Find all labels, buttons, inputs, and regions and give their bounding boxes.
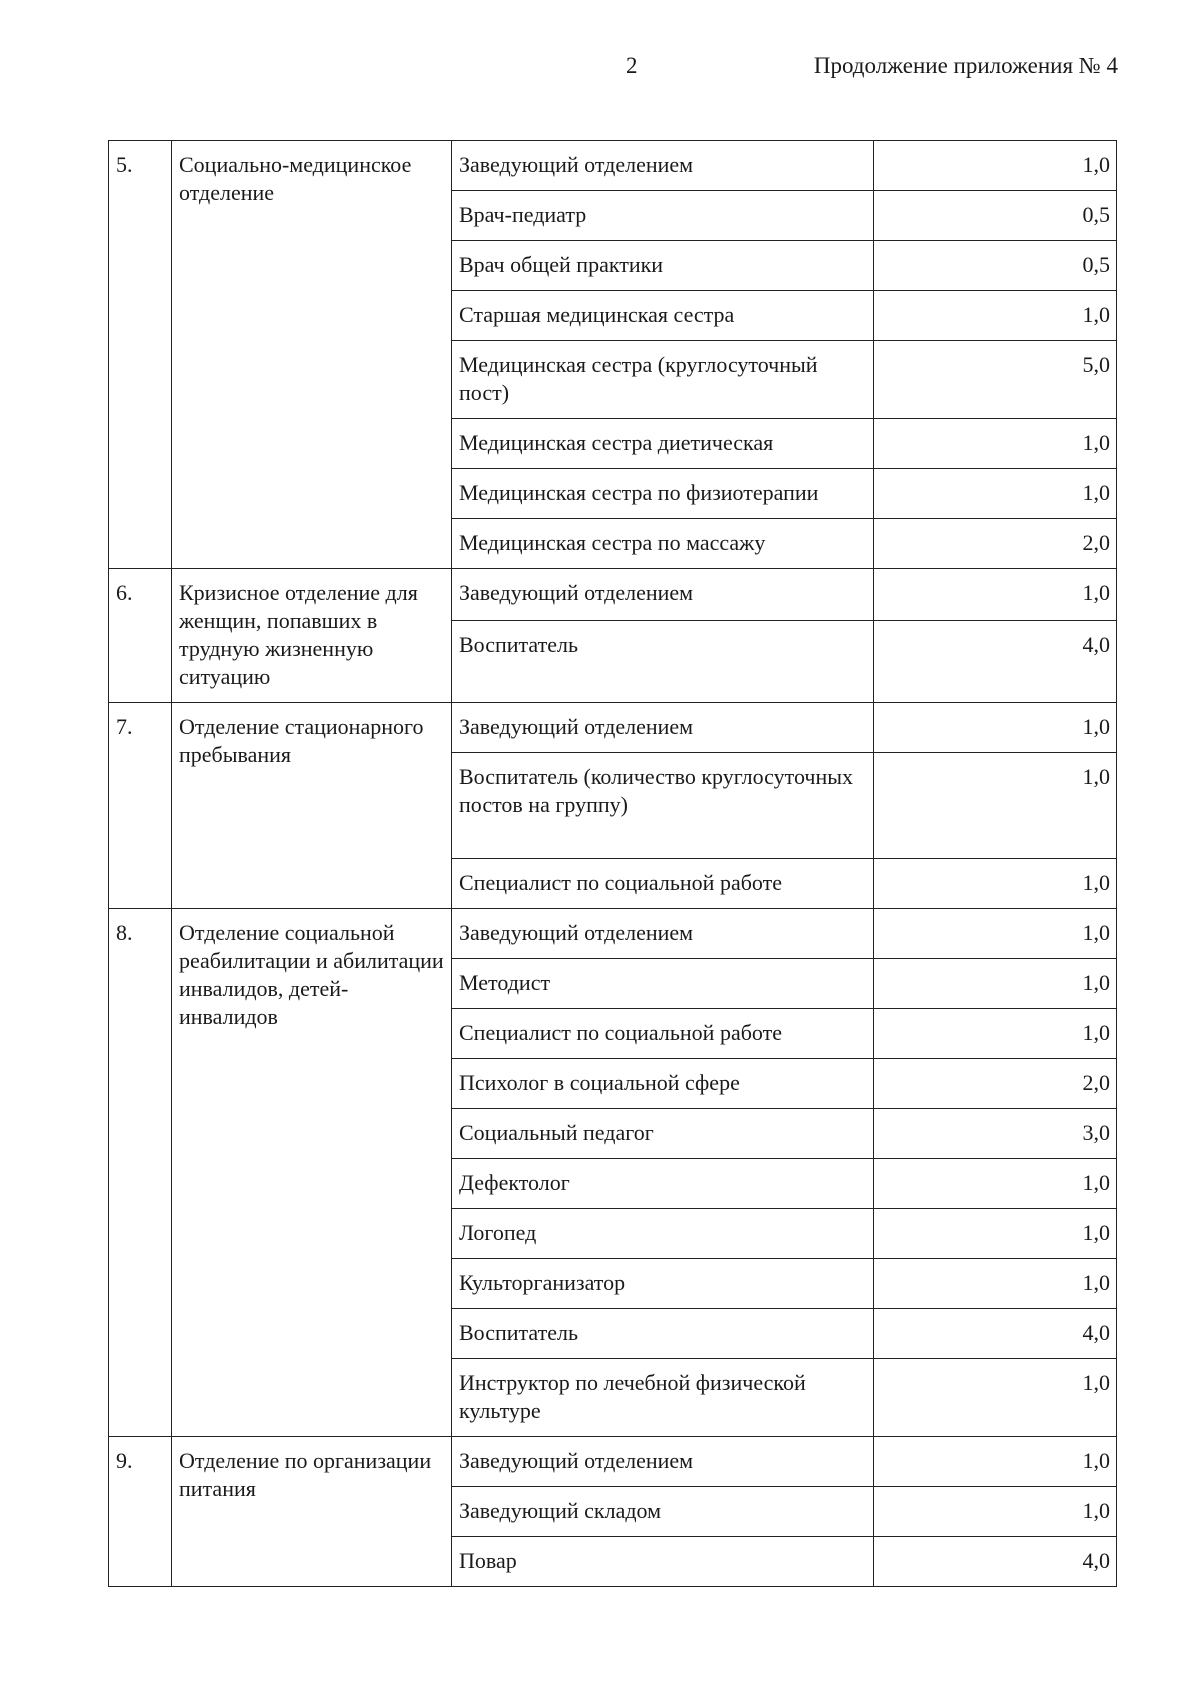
position-title: Инструктор по лечебной физической культуре — [452, 1359, 874, 1437]
section-number: 7. — [109, 703, 172, 909]
table-row — [109, 569, 1117, 621]
department-name: Кризисное отделение для женщин, попавших в трудную жизненную ситуацию — [172, 569, 452, 703]
position-title: Врач-педиатр — [452, 191, 874, 241]
position-title: Воспитатель — [452, 621, 874, 703]
department-name: Социально-медицинское отделение — [172, 141, 452, 569]
position-title: Заведующий отделением — [452, 569, 874, 621]
position-title: Логопед — [452, 1209, 874, 1259]
position-title: Медицинская сестра по массажу — [452, 519, 874, 569]
position-title: Воспитатель — [452, 1309, 874, 1359]
position-qty: 1,0 — [874, 141, 1117, 191]
table-row — [109, 141, 1117, 191]
position-title: Заведующий отделением — [452, 1437, 874, 1487]
position-title: Старшая медицинская сестра — [452, 291, 874, 341]
position-qty: 1,0 — [874, 1437, 1117, 1487]
position-title: Заведующий складом — [452, 1487, 874, 1537]
position-qty: 1,0 — [874, 703, 1117, 753]
section-number: 5. — [109, 141, 172, 569]
position-qty: 2,0 — [874, 1059, 1117, 1109]
position-title: Медицинская сестра (круглосуточный пост) — [452, 341, 874, 419]
section-number: 9. — [109, 1437, 172, 1587]
position-title: Специалист по социальной работе — [452, 1009, 874, 1059]
position-qty: 1,0 — [874, 469, 1117, 519]
position-qty: 1,0 — [874, 959, 1117, 1009]
position-title: Заведующий отделением — [452, 703, 874, 753]
position-qty: 5,0 — [874, 341, 1117, 419]
section-number: 8. — [109, 909, 172, 1437]
position-title: Заведующий отделением — [452, 141, 874, 191]
position-qty: 1,0 — [874, 419, 1117, 469]
position-qty: 3,0 — [874, 1109, 1117, 1159]
position-title: Заведующий отделением — [452, 909, 874, 959]
position-qty: 1,0 — [874, 753, 1117, 859]
position-qty: 0,5 — [874, 191, 1117, 241]
position-qty: 2,0 — [874, 519, 1117, 569]
position-qty: 1,0 — [874, 569, 1117, 621]
position-title: Социальный педагог — [452, 1109, 874, 1159]
position-qty: 1,0 — [874, 1209, 1117, 1259]
position-title: Повар — [452, 1537, 874, 1587]
department-name: Отделение социальной реабилитации и абилитации инвалидов, детей-инвалидов — [172, 909, 452, 1437]
table-row — [109, 909, 1117, 959]
position-title: Медицинская сестра диетическая — [452, 419, 874, 469]
position-title: Воспитатель (количество круглосуточных постов на группу) — [452, 753, 874, 859]
position-title: Культорганизатор — [452, 1259, 874, 1309]
table-row — [109, 703, 1117, 753]
section-number: 6. — [109, 569, 172, 703]
position-qty: 1,0 — [874, 1487, 1117, 1537]
department-name: Отделение по организации питания — [172, 1437, 452, 1587]
position-qty: 4,0 — [874, 621, 1117, 703]
position-qty: 1,0 — [874, 1359, 1117, 1437]
position-title: Методист — [452, 959, 874, 1009]
position-qty: 1,0 — [874, 1159, 1117, 1209]
position-title: Дефектолог — [452, 1159, 874, 1209]
position-title: Специалист по социальной работе — [452, 859, 874, 909]
position-qty: 1,0 — [874, 1259, 1117, 1309]
position-qty: 1,0 — [874, 291, 1117, 341]
position-qty: 1,0 — [874, 1009, 1117, 1059]
page-number: 2 — [626, 53, 638, 78]
department-name: Отделение стационарного пребывания — [172, 703, 452, 909]
table-row — [109, 1437, 1117, 1487]
continuation-label: Продолжение приложения № 4 — [813, 53, 1118, 78]
position-qty: 1,0 — [874, 909, 1117, 959]
position-qty: 1,0 — [874, 859, 1117, 909]
position-title: Врач общей практики — [452, 241, 874, 291]
position-title: Психолог в социальной сфере — [452, 1059, 874, 1109]
position-title: Медицинская сестра по физиотерапии — [452, 469, 874, 519]
position-qty: 4,0 — [874, 1537, 1117, 1587]
position-qty: 0,5 — [874, 241, 1117, 291]
staff-table — [108, 140, 1117, 1587]
position-qty: 4,0 — [874, 1309, 1117, 1359]
